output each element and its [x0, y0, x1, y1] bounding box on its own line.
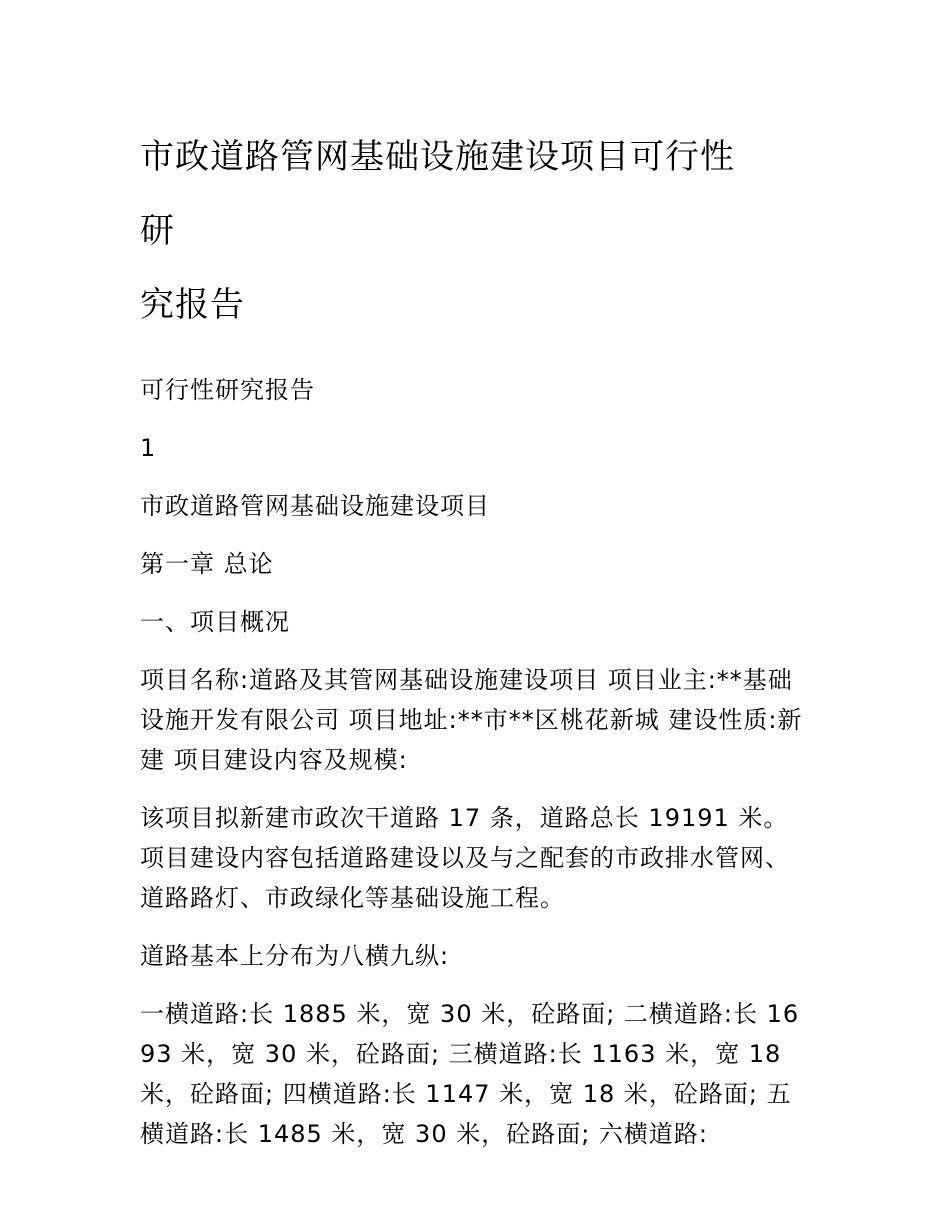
- project-heading: 市政道路管网基础设施建设项目: [140, 492, 490, 520]
- paragraph-project-info: 项目名称:道路及其管网基础设施建设项目 项目业主:**基础设施开发有限公司 项目地址:**市**区桃花新城 建设性质:新建 项目建设内容及规模:: [140, 666, 803, 774]
- page-number: 1: [140, 434, 157, 462]
- paragraph-road-layout: 道路基本上分布为八横九纵:: [140, 942, 450, 970]
- title-line-1: 市政道路管网基础设施建设项目可行性: [140, 137, 735, 177]
- paragraph-project-scope: 该项目拟新建市政次干道路 17 条，道路总长 19191 米。 项目建设内容包括道路建设以及与之配套的市政排水管网、道路路灯、市政绿化等基础设施工程。: [140, 804, 790, 912]
- section-heading: 一、项目概况: [140, 608, 290, 636]
- document-title: [140, 120, 810, 342]
- subtitle: 可行性研究报告: [140, 376, 315, 404]
- document-page: [140, 120, 810, 1154]
- paragraph-road-details: 一横道路:长 1885 米，宽 30 米，砼路面; 二横道路:长 1693 米，宽 30 米，砼路面; 三横道路:长 1163 米，宽 18 米，砼路面; 四横道路:长 1147 米，宽 18 米，砼路面; 五横道路:长 1485 米，宽 30 米，砼路面; 六横道路:: [140, 1000, 800, 1148]
- title-line-2: 研: [140, 211, 175, 251]
- chapter-heading: 第一章 总论: [140, 550, 274, 578]
- title-line-3: 究报告: [140, 285, 245, 325]
